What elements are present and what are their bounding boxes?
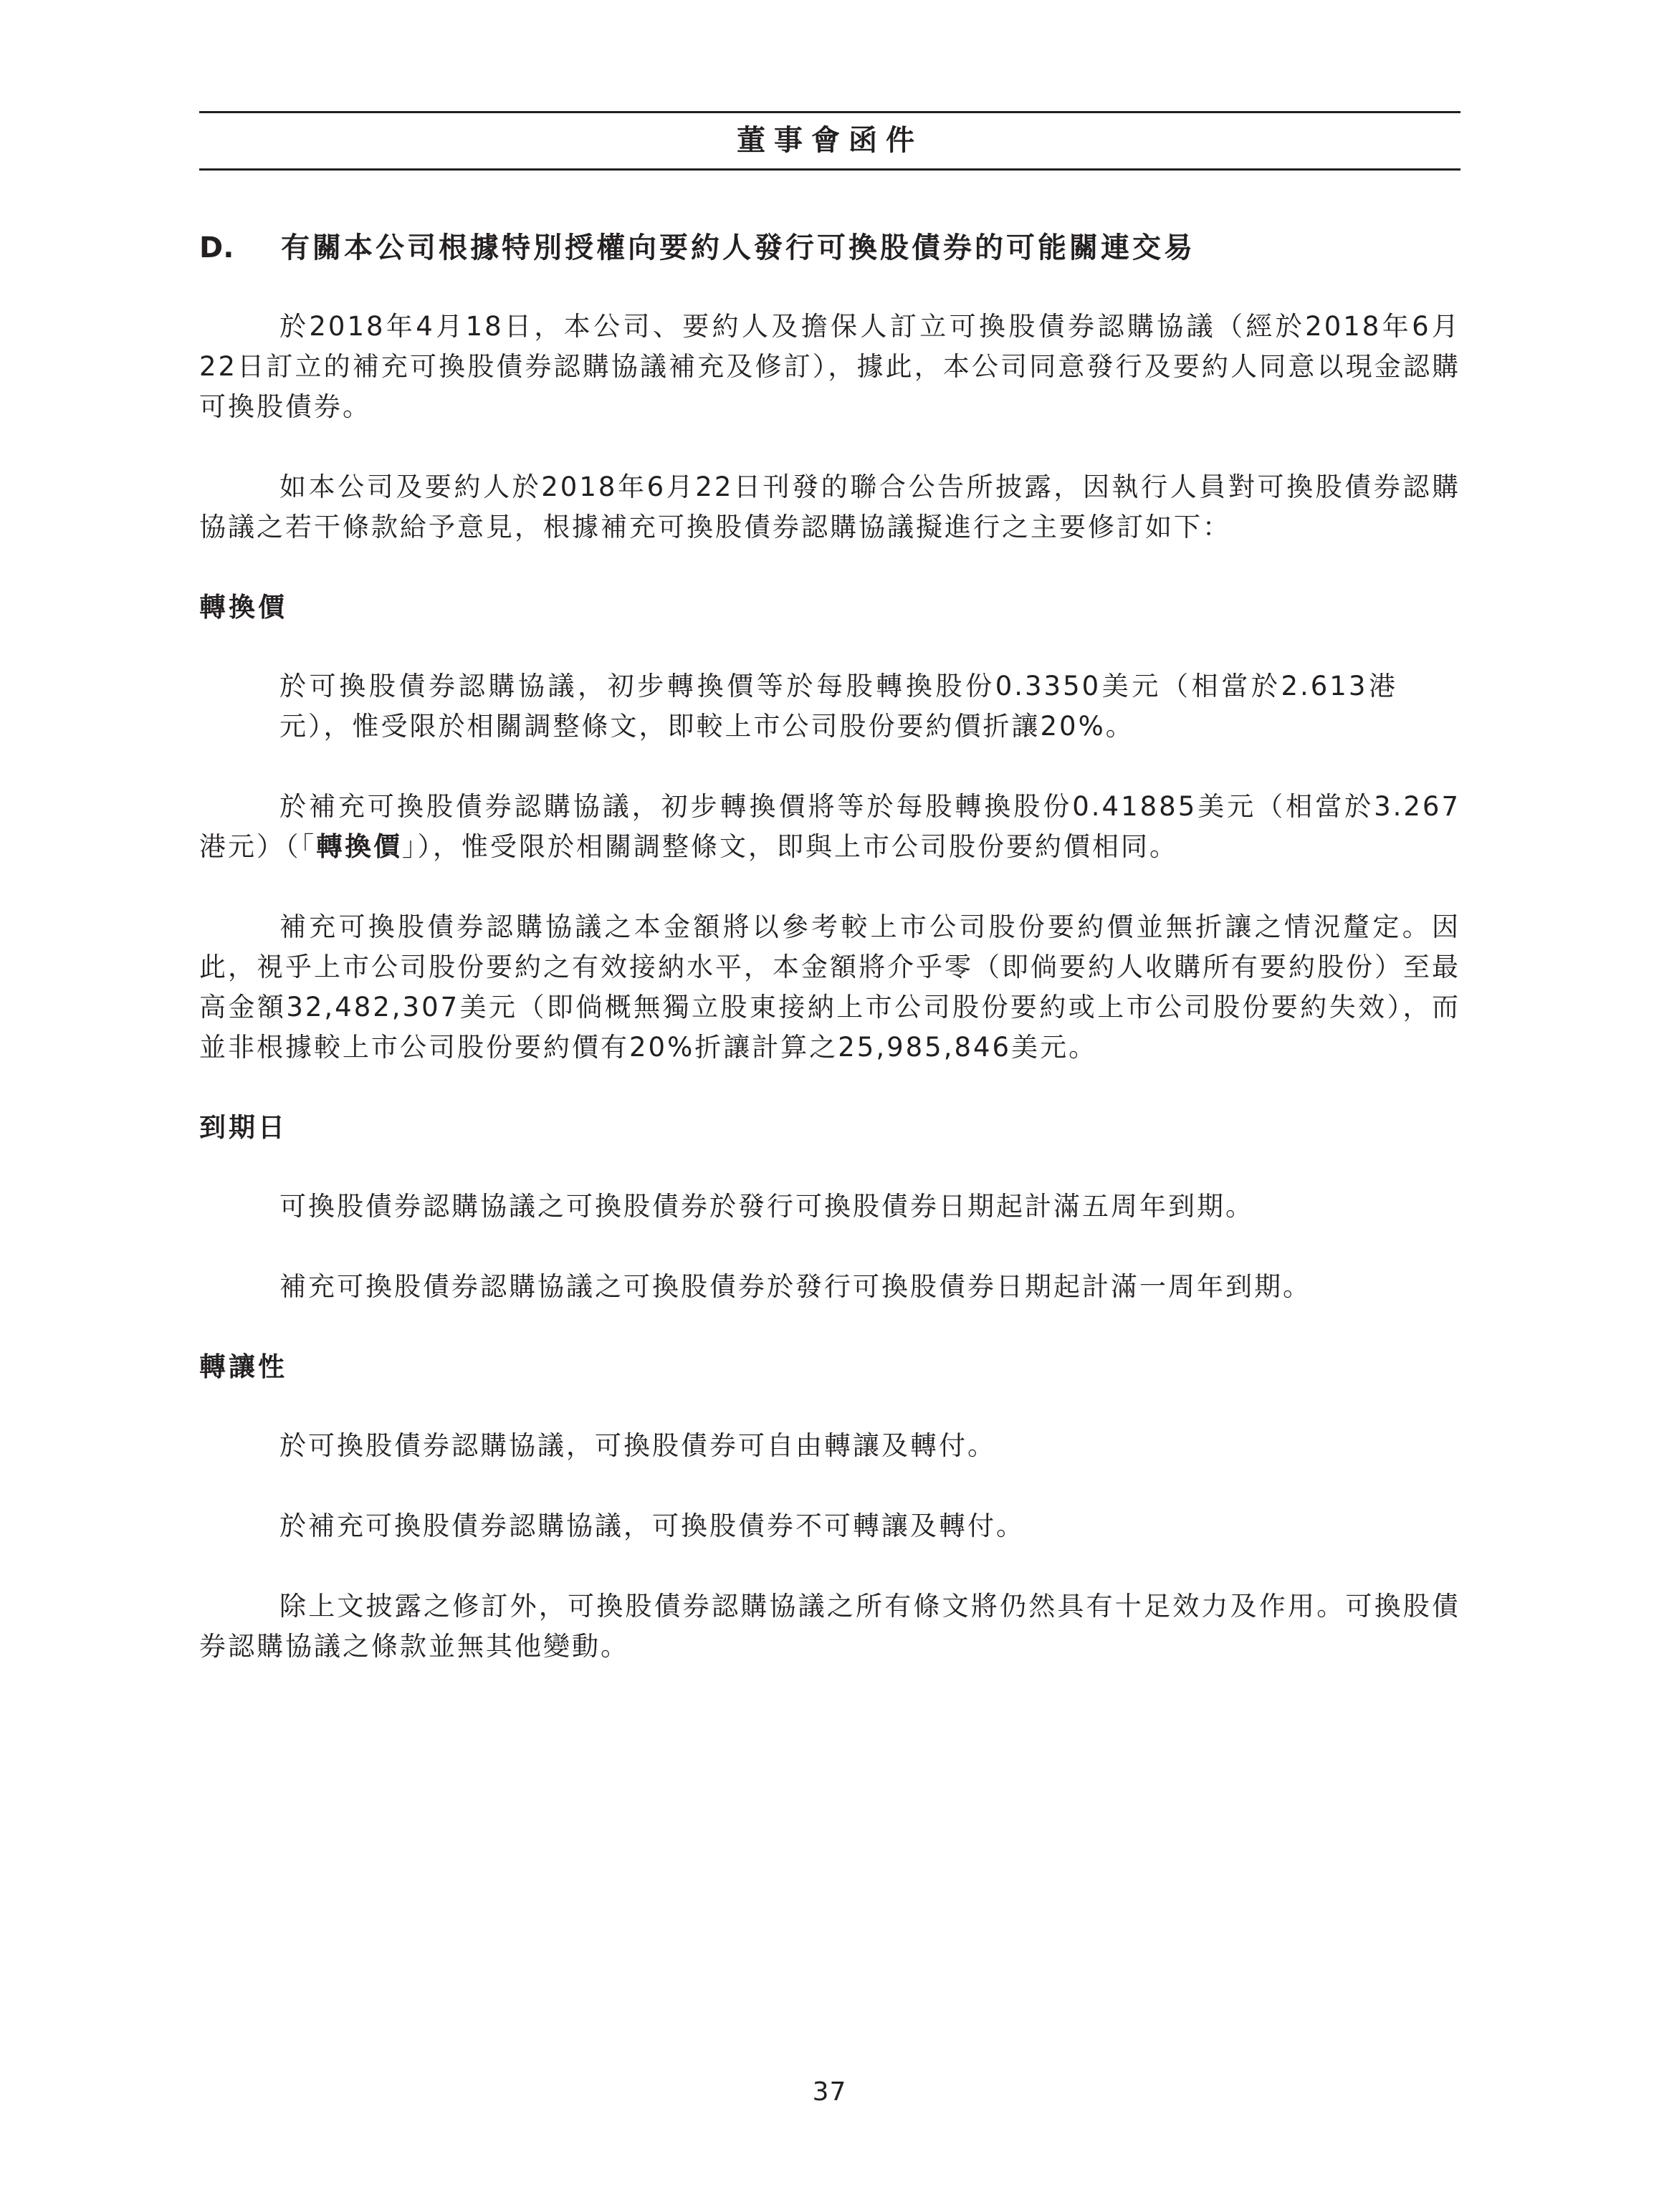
maturity-heading: 到期日	[199, 1112, 287, 1143]
defined-term: 轉換價	[316, 831, 402, 862]
page-number: 37	[812, 2077, 847, 2107]
transferability-paragraph-2: 於補充可換股債券認購協議，可換股債券不可轉讓及轉付。	[279, 1510, 1025, 1541]
header-rule-bottom	[199, 168, 1460, 171]
intro-paragraph-1: 於2018年4月18日，本公司、要約人及擔保人訂立可換股債券認購協議（經於2018年6月22日訂立的補充可換股債券認購協議補充及修訂），據此，本公司同意發行及要約人同意以現金認購可換股債券。	[199, 311, 1460, 422]
conversion-price-text-after: 」），惟受限於相關調整條文，即與上市公司股份要約價相同。	[402, 831, 1178, 862]
section-heading	[199, 228, 1460, 268]
conversion-price-text-before: 於補充可換股債券認購協議，初步轉換價將等於每股轉換股份0.41885美元（相當於3.267港元）（「	[199, 791, 1460, 862]
section-title: 有關本公司根據特別授權向要約人發行可換股債券的可能關連交易	[281, 231, 1195, 264]
section-letter: D.	[199, 231, 234, 264]
transferability-heading: 轉讓性	[199, 1351, 287, 1382]
conversion-price-heading: 轉換價	[199, 592, 287, 623]
maturity-paragraph-2: 補充可換股債券認購協議之可換股債券於發行可換股債券日期起計滿一周年到期。	[279, 1271, 1311, 1302]
page-header-title: 董事會函件	[737, 124, 923, 157]
document-body	[199, 228, 1460, 1707]
header-rule-top	[199, 111, 1460, 113]
maturity-paragraph-1: 可換股債券認購協議之可換股債券於發行可換股債券日期起計滿五周年到期。	[279, 1191, 1254, 1222]
transferability-paragraph-1: 於可換股債券認購協議，可換股債券可自由轉讓及轉付。	[279, 1430, 996, 1461]
intro-paragraph-2: 如本公司及要約人於2018年6月22日刊發的聯合公告所披露，因執行人員對可換股債券認購協議之若干條款給予意見，根據補充可換股債券認購協議擬進行之主要修訂如下：	[199, 471, 1460, 542]
conversion-price-paragraph-1: 於可換股債券認購協議，初步轉換價等於每股轉換股份0.3350美元（相當於2.613港元），惟受限於相關調整條文，即較上市公司股份要約價折讓20%。	[279, 671, 1397, 742]
conversion-price-paragraph-3: 補充可換股債券認購協議之本金額將以參考較上市公司股份要約價並無折讓之情況釐定。因此，視乎上市公司股份要約之有效接納水平，本金額將介乎零（即倘要約人收購所有要約股份）至最高金額32,482,307美元（即倘概無獨立股東接納上市公司股份要約或上市公司股份要約失效），而並非根據較上市公司股份要約價有20%折讓計算之25,985,846美元。	[199, 911, 1460, 1063]
transferability-paragraph-3: 除上文披露之修訂外，可換股債券認購協議之所有條文將仍然具有十足效力及作用。可換股債券認購協議之條款並無其他變動。	[199, 1591, 1460, 1662]
conversion-price-paragraph-2	[199, 787, 1460, 867]
